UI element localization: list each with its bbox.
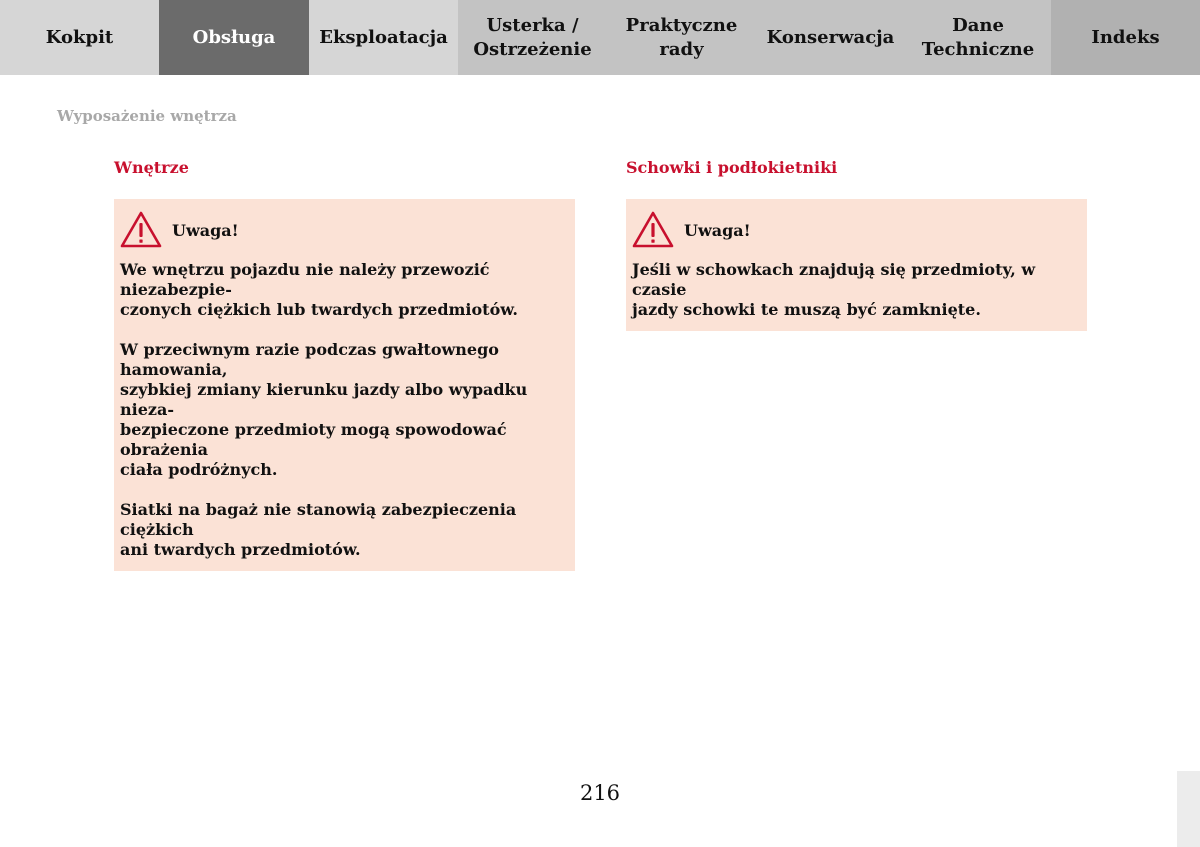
- column-title-storage: Schowki i podłokietniki: [626, 158, 838, 177]
- tab-indeks[interactable]: Indeks: [1051, 0, 1200, 75]
- warning-paragraph: Siatki na bagaż nie stanowią zabezpieczenia ciężkich ani twardych przedmiotów.: [120, 500, 517, 559]
- column-title-interior: Wnętrze: [114, 158, 189, 177]
- warning-header: [120, 210, 568, 250]
- warning-paragraph: We wnętrzu pojazdu nie należy przewozić niezabezpie- czonych ciężkich lub twardych przedmiotów.: [120, 260, 518, 319]
- tab-eksploatacja[interactable]: Eksploatacja: [309, 0, 458, 75]
- section-heading: Wyposażenie wnętrza: [57, 107, 237, 125]
- page-number: 216: [579, 781, 621, 805]
- tab-obsluga[interactable]: Obsługa: [159, 0, 309, 75]
- page-edge-tab: [1177, 771, 1200, 847]
- warning-title: Uwaga!: [172, 220, 239, 240]
- interior-column: [114, 158, 575, 571]
- chapter-tab-bar: [0, 0, 1200, 75]
- warning-paragraph: Jeśli w schowkach znajdują się przedmioty, w czasie jazdy schowki te muszą być zamknięte.: [632, 260, 1036, 319]
- tab-dane-techniczne[interactable]: Dane Techniczne: [905, 0, 1051, 75]
- tab-praktyczne-rady[interactable]: Praktyczne rady: [607, 0, 756, 75]
- warning-paragraph: W przeciwnym razie podczas gwałtownego hamowania, szybkiej zmiany kierunku jazdy albo wypadku nieza- bezpieczone przedmioty mogą spowodować obrażenia ciała podróżnych.: [120, 340, 528, 479]
- warning-title: Uwaga!: [684, 220, 751, 240]
- tab-konserwacja[interactable]: Konserwacja: [756, 0, 905, 75]
- warning-box-interior: [114, 199, 575, 571]
- tab-usterka-ostrzezenie[interactable]: Usterka / Ostrzeżenie: [458, 0, 607, 75]
- storage-column: [626, 158, 1087, 331]
- warning-triangle-icon: [120, 211, 162, 249]
- tab-kokpit[interactable]: Kokpit: [0, 0, 159, 75]
- warning-header: [632, 210, 1080, 250]
- warning-triangle-icon: [632, 211, 674, 249]
- warning-box-storage: [626, 199, 1087, 331]
